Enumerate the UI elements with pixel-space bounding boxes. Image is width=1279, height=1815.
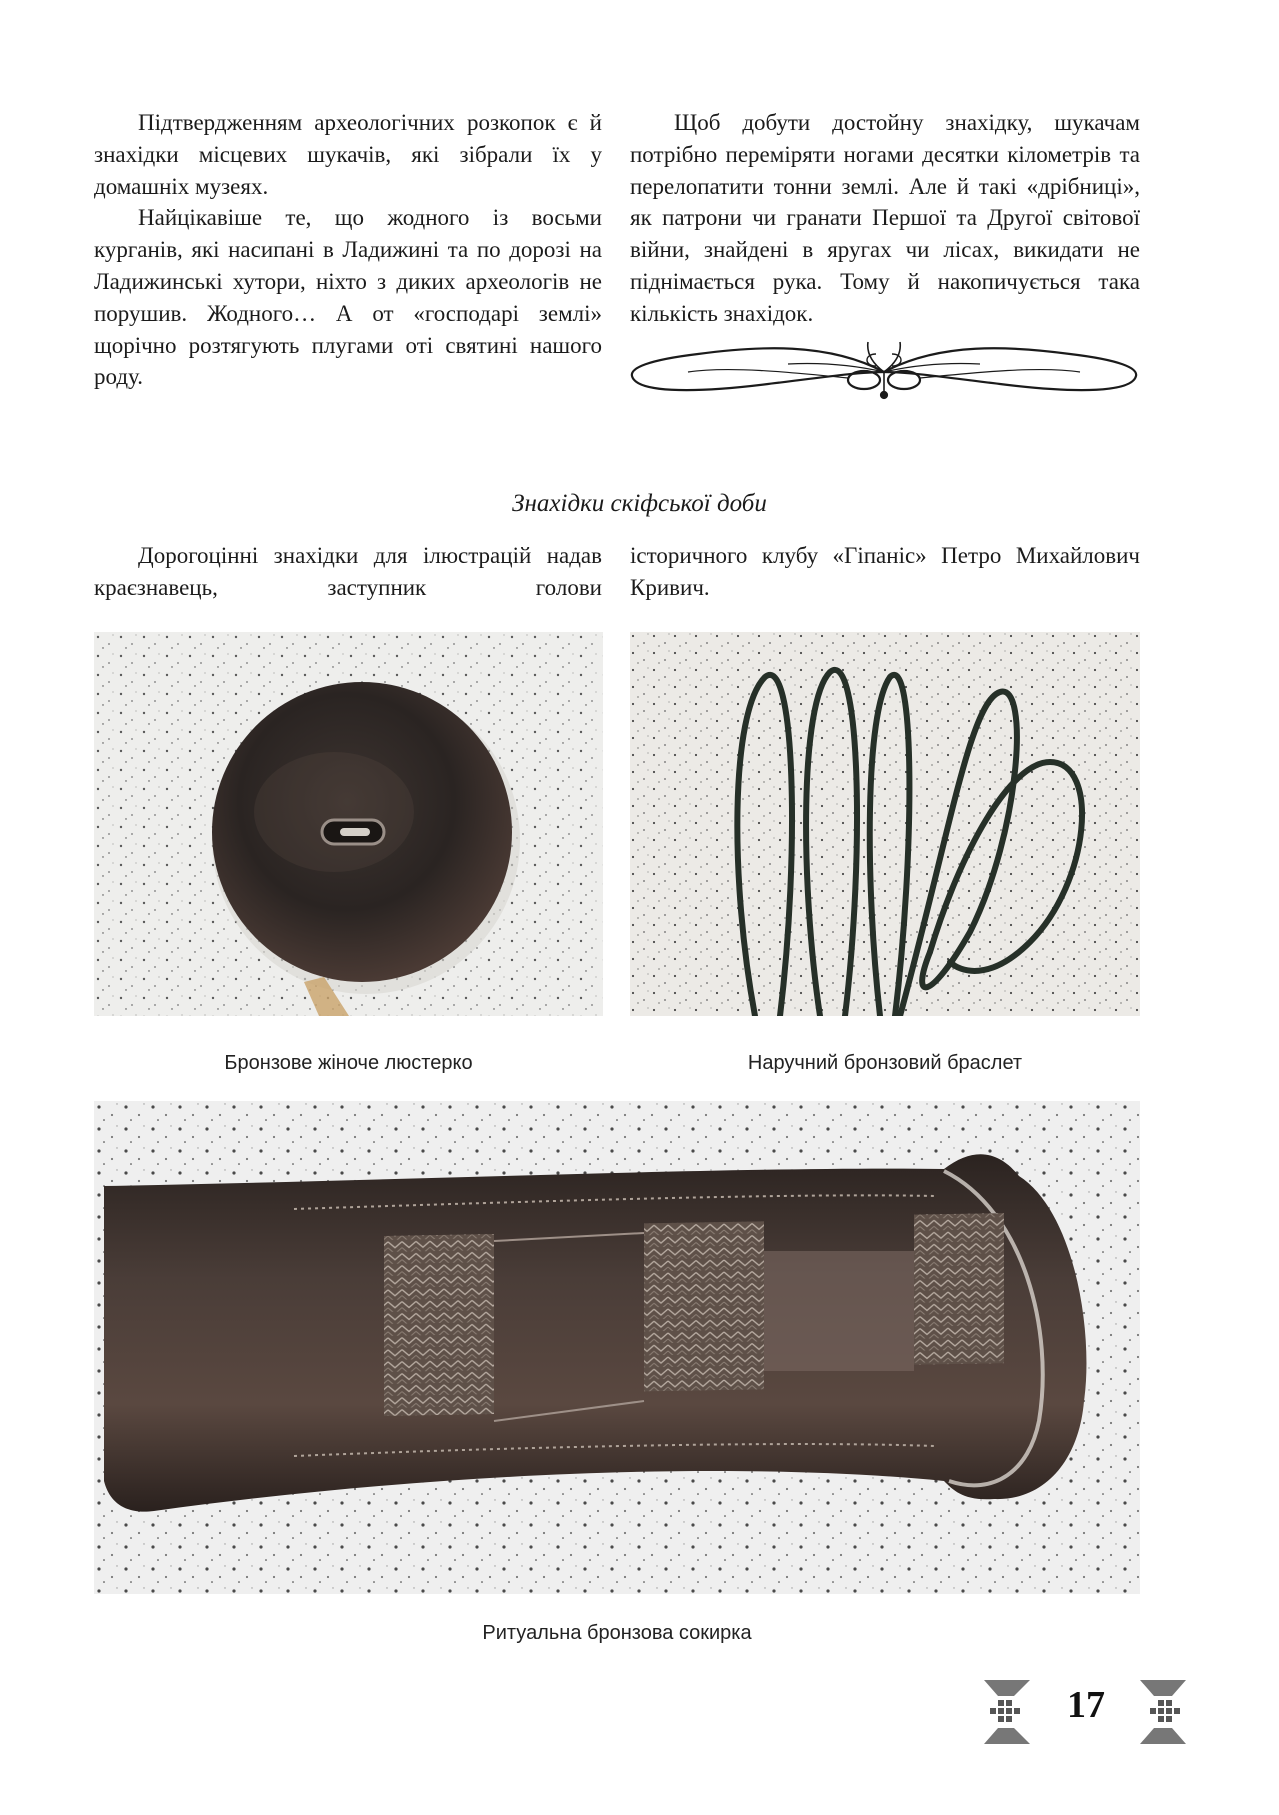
text-column-top-right — [630, 107, 1140, 330]
text-column-mid-left — [94, 540, 602, 604]
flourish-divider-icon — [628, 332, 1140, 404]
text-column-top-left — [94, 107, 602, 393]
paragraph: Щоб добути достойну знахідку, шукачам потрібно переміряти ногами десятки кілометрів та перелопатити тонни землі. Але й такі «дрібниці», як патрони чи гранати Першої та Другої світової війни, знайдені в яругах чи лісах, викидати не піднімається рука. Тому й накопичується така кількість знахідок. — [630, 110, 1140, 326]
page-number: 17 — [1067, 1684, 1105, 1726]
section-title: Знахідки скіфської доби — [512, 490, 767, 517]
bronze-bracelet-photo — [630, 632, 1140, 1016]
bronze-axe-photo — [94, 1101, 1140, 1594]
caption-bracelet: Наручний бронзовий браслет — [747, 1052, 1023, 1074]
caption-axe: Ритуальна бронзова сокирка — [482, 1622, 752, 1644]
embroidery-ornament-icon — [984, 1680, 1030, 1744]
paragraph: Підтвердженням археологічних розкопок є й знахідки місцевих шукачів, які зібрали їх у домашніх музеях. — [94, 110, 602, 199]
caption-mirror: Бронзове жіноче люстерко — [224, 1052, 473, 1074]
text-column-mid-right — [630, 540, 1140, 604]
paragraph: Дорогоцінні знахідки для ілюстрацій надав краєзнавець, заступник голови — [94, 543, 602, 600]
embroidery-ornament-icon — [1140, 1680, 1186, 1744]
bronze-mirror-photo — [94, 632, 603, 1016]
paragraph: історичного клубу «Гіпаніс» Петро Михайлович Кривич. — [630, 543, 1140, 600]
paragraph: Найцікавіше те, що жодного із восьми курганів, які насипані в Ладижині та по дорозі на Ладижинські хутори, ніхто з диких археологів не порушив. Жодного… А от «господарі землі» щорічно розтягують плугами оті святині нашого роду. — [94, 205, 602, 390]
